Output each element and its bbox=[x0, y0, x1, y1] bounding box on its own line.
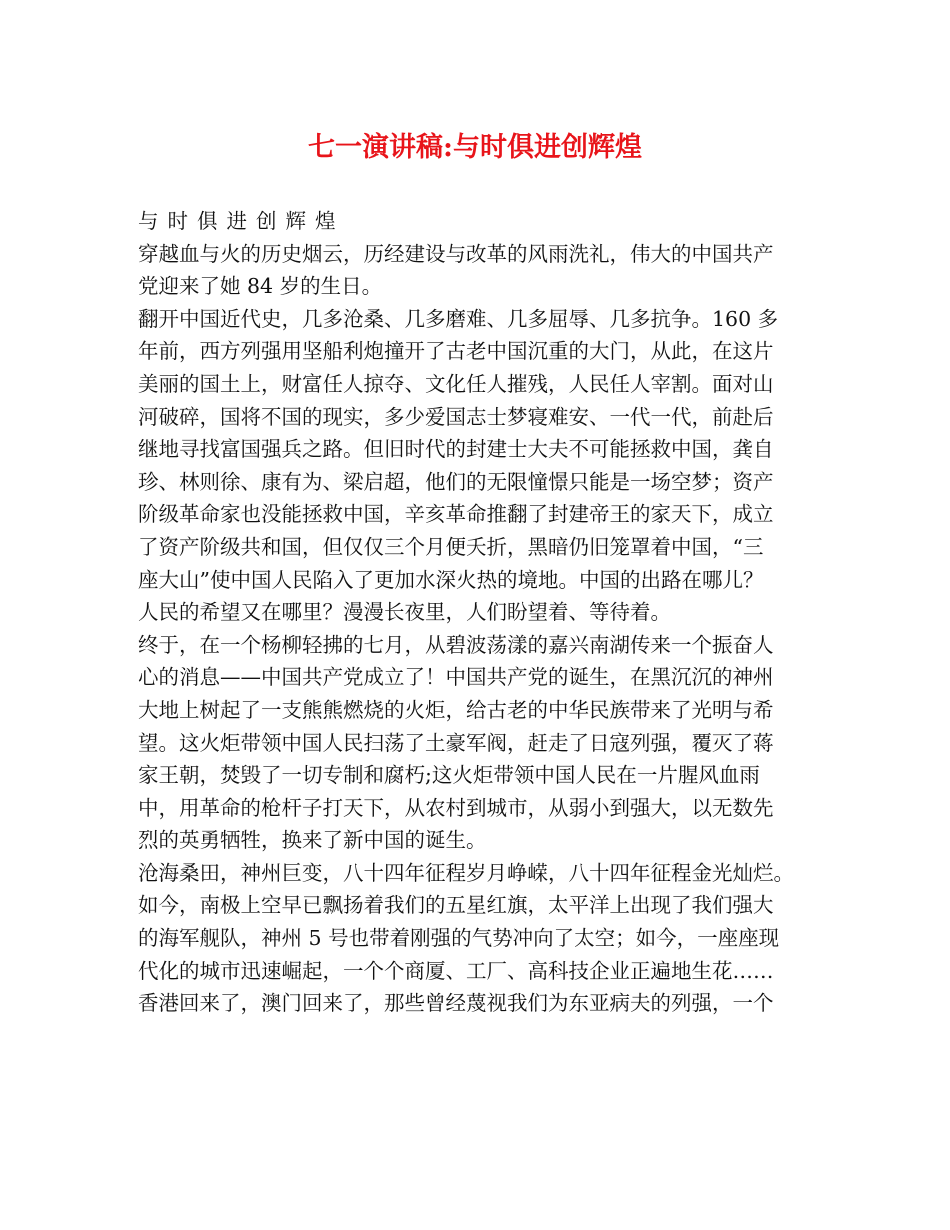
text-line: 座大山”使中国人民陷入了更加水深火热的境地。中国的出路在哪儿？ bbox=[138, 567, 764, 592]
text-line: 烈的英勇牺牲，换来了新中国的诞生。 bbox=[138, 828, 487, 853]
text-line: 了资产阶级共和国，但仅仅三个月便夭折，黑暗仍旧笼罩着中国，“三 bbox=[138, 534, 764, 559]
document-title: 七一演讲稿:与时俱进创辉煌 bbox=[308, 132, 642, 163]
text-line: 心的消息——中国共产党成立了！中国共产党的诞生，在黑沉沉的神州 bbox=[138, 665, 774, 690]
text-line: 党迎来了她 84 岁的生日。 bbox=[138, 274, 383, 299]
text-line: 香港回来了，澳门回来了，那些曾经蔑视我们为东亚病夫的列强，一个 bbox=[138, 991, 774, 1016]
text-line: 如今，南极上空早已飘扬着我们的五星红旗，太平洋上出现了我们强大 bbox=[138, 893, 774, 918]
document-body bbox=[138, 205, 838, 1020]
text-line: 代化的城市迅速崛起，一个个商厦、工厂、高科技企业正遍地生花…… bbox=[138, 958, 774, 983]
text-line: 中，用革命的枪杆子打天下，从农村到城市，从弱小到强大，以无数先 bbox=[138, 795, 774, 820]
text-line: 望。这火炬带领中国人民扫荡了土豪军阀，赶走了日寇列强，覆灭了蒋 bbox=[138, 730, 774, 755]
text-line: 阶级革命家也没能拯救中国，辛亥革命推翻了封建帝王的家天下，成立 bbox=[138, 502, 774, 527]
text-line: 穿越血与火的历史烟云，历经建设与改革的风雨洗礼，伟大的中国共产 bbox=[138, 241, 774, 266]
text-line: 沧海桑田，神州巨变，八十四年征程岁月峥嵘，八十四年征程金光灿烂。 bbox=[138, 860, 794, 885]
text-line: 人民的希望又在哪里？漫漫长夜里，人们盼望着、等待着。 bbox=[138, 600, 671, 625]
text-line: 翻开中国近代史，几多沧桑、几多磨难、几多屈辱、几多抗争。160 多 bbox=[138, 306, 779, 331]
text-line: 美丽的国土上，财富任人掠夺、文化任人摧残，人民任人宰割。面对山 bbox=[138, 371, 774, 396]
text-line: 河破碎，国将不国的现实，多少爱国志士梦寝难安、一代一代，前赴后 bbox=[138, 404, 774, 429]
text-line: 年前，西方列强用坚船利炮撞开了古老中国沉重的大门，从此，在这片 bbox=[138, 339, 774, 364]
text-line: 的海军舰队，神州 5 号也带着刚强的气势冲向了太空；如今，一座座现 bbox=[138, 926, 780, 951]
text-line: 珍、林则徐、康有为、梁启超，他们的无限憧憬只能是一场空梦；资产 bbox=[138, 469, 774, 494]
document-subtitle: 与时俱进创辉煌 bbox=[138, 209, 345, 233]
text-line: 家王朝，焚毁了一切专制和腐朽;这火炬带领中国人民在一片腥风血雨 bbox=[138, 763, 760, 788]
text-line: 大地上树起了一支熊熊燃烧的火炬，给古老的中华民族带来了光明与希 bbox=[138, 697, 774, 722]
text-line: 终于，在一个杨柳轻拂的七月，从碧波荡漾的嘉兴南湖传来一个振奋人 bbox=[138, 632, 774, 657]
text-line: 继地寻找富国强兵之路。但旧时代的封建士大夫不可能拯救中国，龚自 bbox=[138, 437, 774, 462]
